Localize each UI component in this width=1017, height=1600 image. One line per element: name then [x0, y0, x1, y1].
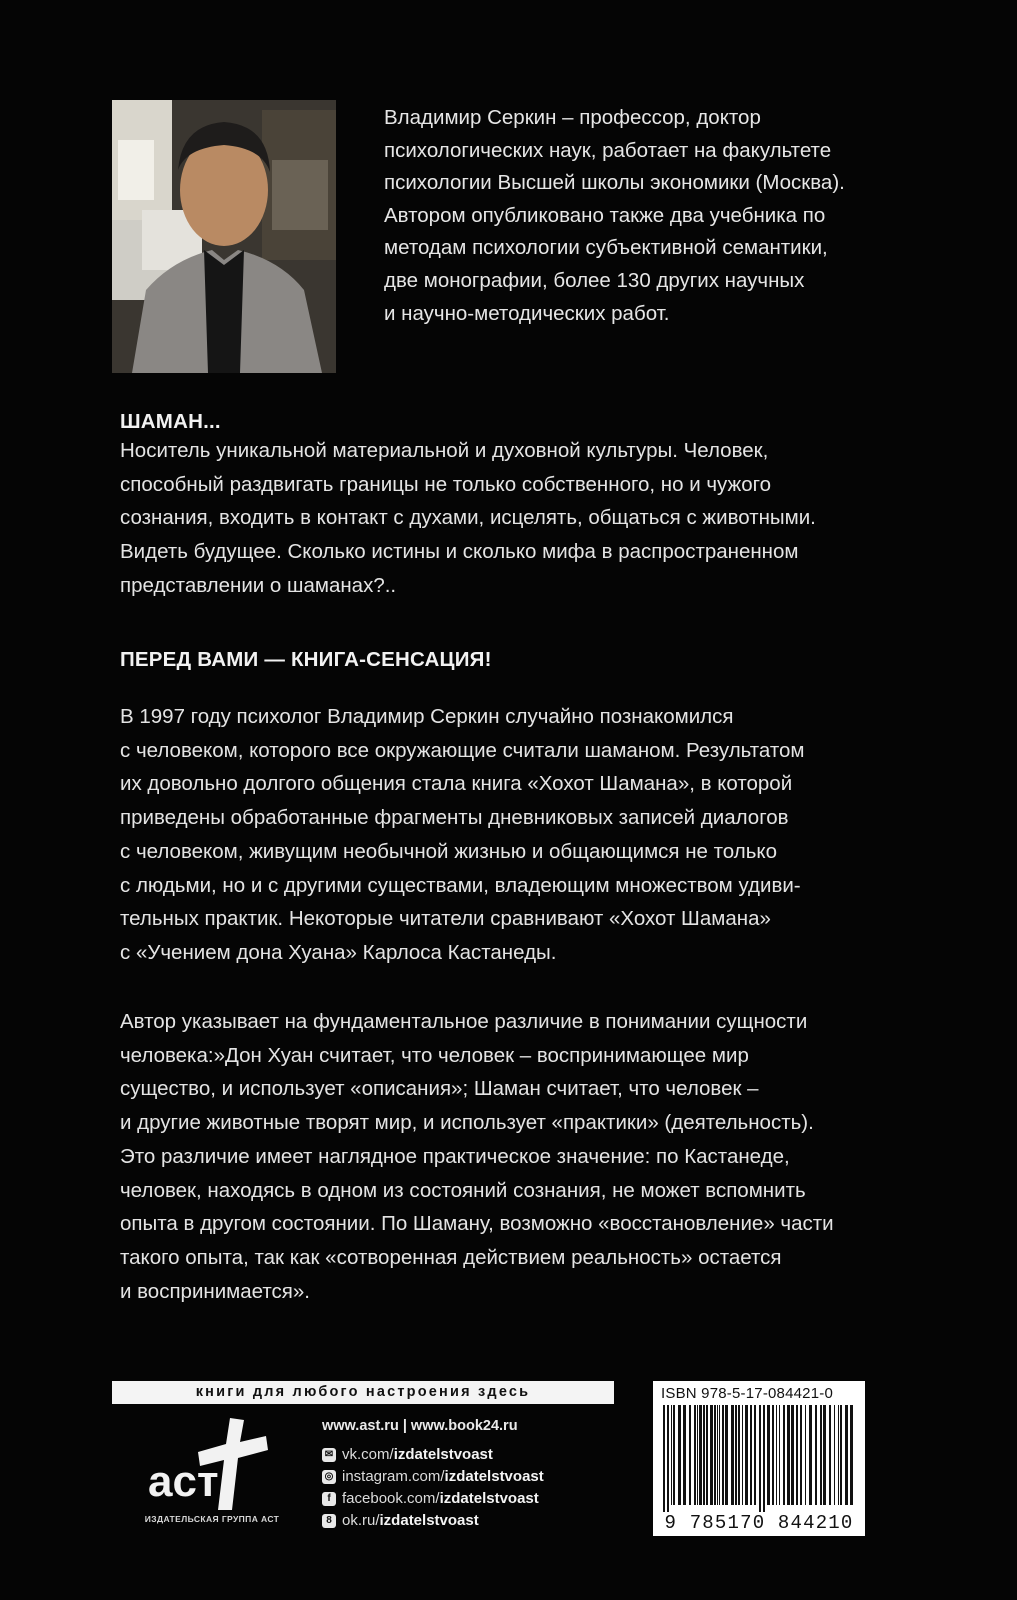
- paragraph-line: Носитель уникальной материальной и духовной культуры. Человек,: [120, 439, 769, 462]
- barcode-bar: [667, 1405, 669, 1512]
- barcode-bar: [823, 1405, 826, 1505]
- logo-text: аст: [148, 1457, 219, 1506]
- author-photo: [112, 100, 336, 373]
- barcode-bar: [735, 1405, 737, 1505]
- social-handle: izdatelstvoast: [439, 1490, 539, 1507]
- barcode-bar: [731, 1405, 734, 1505]
- barcode-bar: [779, 1405, 780, 1505]
- barcode-bar: [840, 1405, 842, 1505]
- barcode-bar: [697, 1405, 698, 1505]
- bio-line: Владимир Серкин – профессор, доктор: [384, 106, 761, 129]
- social-prefix: vk.com/: [342, 1446, 394, 1463]
- websites[interactable]: www.ast.ru | www.book24.ru: [322, 1418, 518, 1434]
- barcode-bar: [742, 1405, 743, 1505]
- sensation-heading: ПЕРЕД ВАМИ — КНИГА-СЕНСАЦИЯ!: [120, 648, 492, 671]
- barcode-bar: [787, 1405, 790, 1505]
- paragraph-line: сознания, входить в контакт с духами, исцелять, общаться с животными.: [120, 506, 816, 530]
- barcode-bar: [776, 1405, 777, 1505]
- description-paragraph-1: [120, 700, 960, 970]
- barcode-bar: [815, 1405, 817, 1505]
- social-link-instagram[interactable]: [322, 1468, 544, 1485]
- barcode-bar: [838, 1405, 839, 1505]
- paragraph-line: Автор указывает на фундаментальное различие в понимании сущности: [120, 1010, 808, 1033]
- barcode-bar: [722, 1405, 724, 1505]
- paragraph-line: приведены обработанные фрагменты дневниковых записей диалогов: [120, 806, 789, 830]
- barcode-bar: [694, 1405, 696, 1505]
- bio-line: Автором опубликовано также два учебника по: [384, 203, 826, 227]
- paragraph-line: с людьми, но и с другими существами, владеющим множеством удиви-: [120, 873, 801, 897]
- social-handle: izdatelstvoast: [379, 1512, 479, 1529]
- facebook-icon: f: [322, 1492, 336, 1506]
- barcode-bar: [820, 1405, 822, 1505]
- barcode-bar: [772, 1405, 774, 1505]
- social-prefix: instagram.com/: [342, 1468, 445, 1485]
- vk-icon: ✉: [322, 1448, 336, 1462]
- barcode-bar: [850, 1405, 853, 1505]
- barcode-bar: [710, 1405, 713, 1505]
- barcode-bar: [671, 1405, 672, 1505]
- barcode-bar: [738, 1405, 740, 1505]
- barcode-bar: [725, 1405, 728, 1505]
- paragraph-line: В 1997 году психолог Владимир Серкин случайно познакомился: [120, 705, 734, 728]
- paragraph-line: и другие животные творят мир, и использует «практики» (деятельность).: [120, 1111, 814, 1135]
- paragraph-line: опыта в другом состоянии. По Шаману, возможно «восстановление» части: [120, 1212, 834, 1236]
- shaman-heading: ШАМАН...: [120, 410, 221, 433]
- barcode-bar: [703, 1405, 705, 1505]
- paragraph-line: представлении о шаманах?..: [120, 573, 397, 597]
- tagline-banner: книги для любого настроения здесь: [112, 1381, 614, 1404]
- paragraph-line: человека:»Дон Хуан считает, что человек – воспринимающее мир: [120, 1043, 749, 1067]
- social-handle: izdatelstvoast: [444, 1468, 544, 1485]
- barcode-bar: [689, 1405, 691, 1505]
- barcode-bar: [796, 1405, 798, 1505]
- paragraph-line: Это различие имеет наглядное практическое значение: по Кастанеде,: [120, 1144, 790, 1168]
- social-prefix: ok.ru/: [342, 1512, 380, 1529]
- barcode-bar: [791, 1405, 794, 1505]
- barcode-bar: [673, 1405, 675, 1505]
- social-handle: izdatelstvoast: [393, 1446, 493, 1463]
- barcode-bar: [663, 1405, 665, 1512]
- social-link-odnoklassniki[interactable]: [322, 1512, 479, 1529]
- barcode-bar: [699, 1405, 702, 1505]
- barcode-bar: [800, 1405, 802, 1505]
- barcode-bar: [719, 1405, 720, 1505]
- barcode-bar: [767, 1405, 770, 1505]
- barcode-bar: [714, 1405, 716, 1505]
- paragraph-line: такого опыта, так как «сотворенная действием реальность» остается: [120, 1245, 782, 1269]
- isbn-number: ISBN 978-5-17-084421-0: [661, 1385, 834, 1402]
- bio-line: психологических наук, работает на факультете: [384, 138, 832, 162]
- instagram-icon: ◎: [322, 1470, 336, 1484]
- isbn-barcode-block: [653, 1381, 865, 1536]
- barcode-bar: [783, 1405, 785, 1505]
- paragraph-line: способный раздвигать границы не только собственного, но и чужого: [120, 472, 772, 496]
- barcode-bar: [763, 1405, 765, 1512]
- barcode-bar: [759, 1405, 761, 1512]
- social-link-vk[interactable]: [322, 1446, 493, 1463]
- paragraph-line: и воспринимается».: [120, 1279, 311, 1303]
- paragraph-line: с человеком, которого все окружающие считали шаманом. Результатом: [120, 738, 805, 762]
- paragraph-line: с человеком, живущим необычной жизнью и общающимся не только: [120, 839, 777, 863]
- barcode-bar: [829, 1405, 831, 1505]
- social-prefix: facebook.com/: [342, 1490, 440, 1507]
- barcode-bar: [717, 1405, 718, 1505]
- barcode-bar: [809, 1405, 812, 1505]
- barcode-bar: [805, 1405, 806, 1505]
- paragraph-line: существо, и использует «описания»; Шаман считает, что человек –: [120, 1077, 759, 1101]
- author-bio: [384, 102, 944, 330]
- ast-logo: [140, 1412, 290, 1512]
- shaman-paragraph: [120, 434, 960, 603]
- bio-line: психологии Высшей школы экономики (Москва).: [384, 171, 845, 195]
- social-link-facebook[interactable]: [322, 1490, 539, 1507]
- barcode-bar: [750, 1405, 752, 1505]
- barcode-bar: [845, 1405, 848, 1505]
- publisher-name: ИЗДАТЕЛЬСКАЯ ГРУППА АСТ: [144, 1514, 280, 1524]
- paragraph-line: тельных практик. Некоторые читатели сравнивают «Хохот Шамана»: [120, 907, 771, 931]
- description-paragraph-2: [120, 1005, 960, 1308]
- barcode-digits: 9 785170 844210: [664, 1512, 854, 1534]
- paragraph-line: человек, находясь в одном из состояний сознания, не может вспомнить: [120, 1178, 806, 1202]
- barcode-bar: [678, 1405, 681, 1505]
- paragraph-line: с «Учением дона Хуана» Карлоса Кастанеды.: [120, 940, 557, 964]
- paragraph-line: их довольно долгого общения стала книга «Хохот Шамана», в которой: [120, 772, 793, 796]
- barcode-bar: [745, 1405, 748, 1505]
- barcode-bar: [706, 1405, 708, 1505]
- barcode-bar: [683, 1405, 686, 1505]
- barcode-bar: [834, 1405, 835, 1505]
- barcode-bar: [754, 1405, 756, 1505]
- odnoklassniki-icon: 8: [322, 1514, 336, 1528]
- barcode-image: [661, 1405, 859, 1512]
- paragraph-line: Видеть будущее. Сколько истины и сколько мифа в распространенном: [120, 540, 799, 564]
- bio-line: и научно-методических работ.: [384, 301, 670, 325]
- bio-line: две монографии, более 130 других научных: [384, 268, 805, 292]
- bio-line: методам психологии субъективной семантики,: [384, 236, 828, 260]
